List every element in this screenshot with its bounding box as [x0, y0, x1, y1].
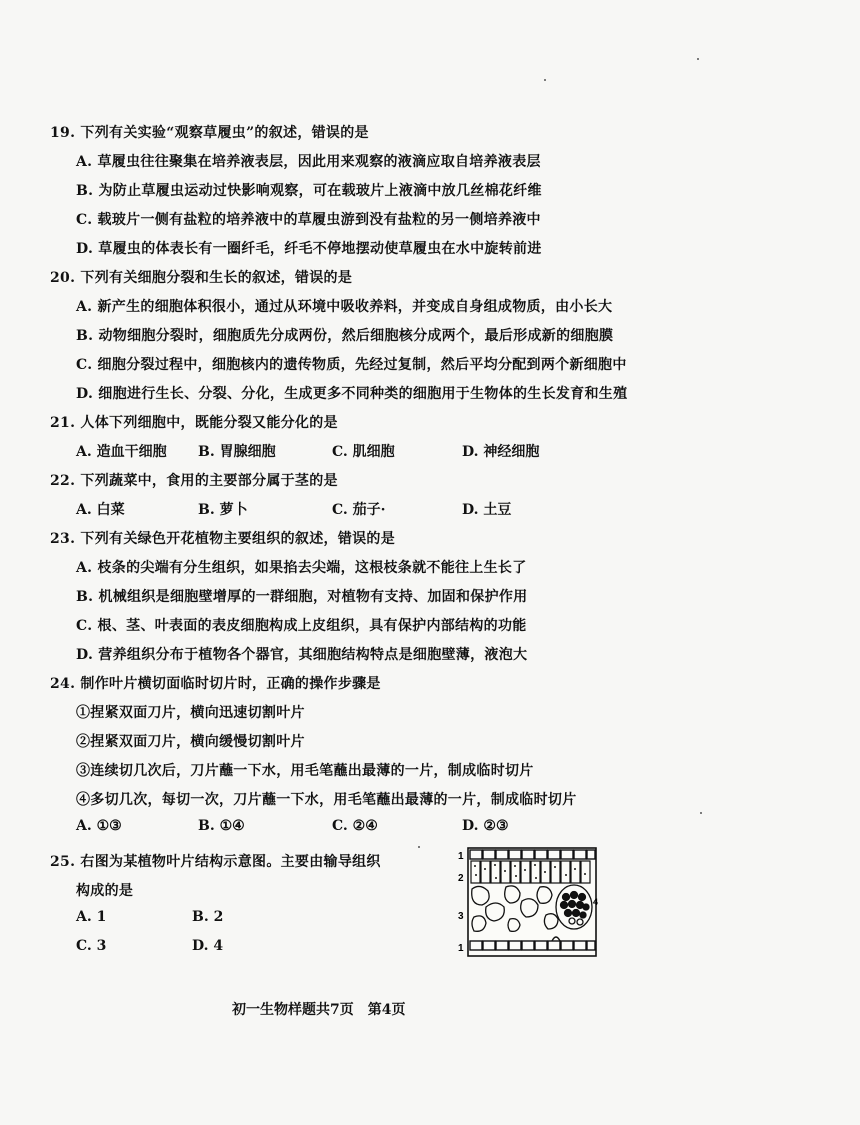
question-24-step-1: ①捏紧双面刀片，横向迅速切割叶片	[76, 705, 305, 721]
question-23-option-d: D. 营养组织分布于植物各个器官，其细胞结构特点是细胞壁薄，液泡大	[76, 647, 528, 663]
diagram-label-4: 4	[593, 897, 599, 907]
question-24-option-b: B. ①④	[198, 818, 245, 834]
question-21-option-b: B. 胃腺细胞	[198, 444, 276, 460]
question-25-option-a: A. 1	[76, 909, 107, 925]
question-24-option-d: D. ②③	[462, 818, 509, 834]
question-22-option-d: D. 土豆	[462, 502, 512, 518]
question-24-option-c: C. ②④	[332, 818, 378, 834]
question-21-option-c: C. 肌细胞	[332, 444, 395, 460]
question-19-option-d: D. 草履虫的体表长有一圈纤毛，纤毛不停地摆动使草履虫在水中旋转前进	[76, 241, 542, 257]
page-footer	[232, 999, 406, 1019]
question-23-option-b: B. 机械组织是细胞壁增厚的一群细胞，对植物有支持、加固和保护作用	[76, 589, 528, 605]
question-24-step-4: ④多切几次，每切一次，刀片蘸一下水，用毛笔蘸出最薄的一片，制成临时切片	[76, 792, 577, 808]
question-25-option-c: C. 3	[76, 938, 107, 954]
diagram-label-2: 2	[458, 873, 464, 884]
question-20-stem: 20. 下列有关细胞分裂和生长的叙述，错误的是	[50, 270, 353, 286]
scan-speck	[697, 58, 699, 60]
scan-speck	[418, 846, 420, 848]
scan-speck	[700, 812, 702, 814]
question-25-option-d: D. 4	[192, 938, 224, 954]
question-22-option-c: C. 茄子·	[332, 502, 386, 518]
question-21-option-d: D. 神经细胞	[462, 444, 540, 460]
question-20-option-b: B. 动物细胞分裂时，细胞质先分成两份，然后细胞核分成两个，最后形成新的细胞膜	[76, 328, 614, 344]
question-21-stem: 21. 人体下列细胞中，既能分裂又能分化的是	[50, 415, 338, 431]
question-22-option-b: B. 萝卜	[198, 502, 248, 518]
question-20-option-a: A. 新产生的细胞体积很小，通过从环境中吸收养料，并变成自身组成物质，由小长大	[76, 299, 613, 315]
question-24-option-a: A. ①③	[76, 818, 122, 834]
vascular-bundle	[556, 885, 592, 929]
diagram-label-3: 3	[458, 911, 464, 922]
scan-speck	[544, 79, 546, 81]
question-21-option-a: A. 造血干细胞	[76, 444, 167, 460]
question-25-option-b: B. 2	[192, 909, 224, 925]
question-24-stem: 24. 制作叶片横切面临时切片时，正确的操作步骤是	[50, 676, 381, 692]
question-19-option-b: B. 为防止草履虫运动过快影响观察，可在载玻片上液滴中放几丝棉花纤维	[76, 183, 542, 199]
question-22-stem: 22. 下列蔬菜中，食用的主要部分属于茎的是	[50, 473, 338, 489]
footer-title: 初一生物样题共7页	[232, 1002, 354, 1018]
question-23-stem: 23. 下列有关绿色开花植物主要组织的叙述，错误的是	[50, 531, 396, 547]
question-25-stem: 25. 右图为某植物叶片结构示意图。主要由输导组织	[50, 854, 381, 870]
question-24-step-3: ③连续切几次后，刀片蘸一下水，用毛笔蘸出最薄的一片，制成临时切片	[76, 763, 534, 779]
question-22-option-a: A. 白菜	[76, 502, 125, 518]
question-24-step-2: ②捏紧双面刀片，横向缓慢切割叶片	[76, 734, 305, 750]
diagram-label-1-bottom: 1	[458, 943, 464, 954]
question-25-stem-continued: 构成的是	[76, 883, 134, 899]
leaf-cross-section-diagram	[456, 845, 600, 959]
question-19-stem: 19. 下列有关实验“观察草履虫”的叙述，错误的是	[50, 125, 369, 141]
question-23-option-a: A. 枝条的尖端有分生组织，如果掐去尖端，这根枝条就不能往上生长了	[76, 560, 527, 576]
question-23-option-c: C. 根、茎、叶表面的表皮细胞构成上皮组织，具有保护内部结构的功能	[76, 618, 527, 634]
footer-page-number: 第4页	[367, 1002, 406, 1018]
question-20-option-c: C. 细胞分裂过程中，细胞核内的遗传物质，先经过复制，然后平均分配到两个新细胞中	[76, 357, 627, 373]
diagram-label-1-top: 1	[458, 851, 464, 862]
question-19-option-c: C. 载玻片一侧有盐粒的培养液中的草履虫游到没有盐粒的另一侧培养液中	[76, 212, 541, 228]
question-19-option-a: A. 草履虫往往聚集在培养液表层，因此用来观察的液滴应取自培养液表层	[76, 154, 541, 170]
question-20-option-d: D. 细胞进行生长、分裂、分化，生成更多不同种类的细胞用于生物体的生长发育和生殖	[76, 386, 628, 402]
